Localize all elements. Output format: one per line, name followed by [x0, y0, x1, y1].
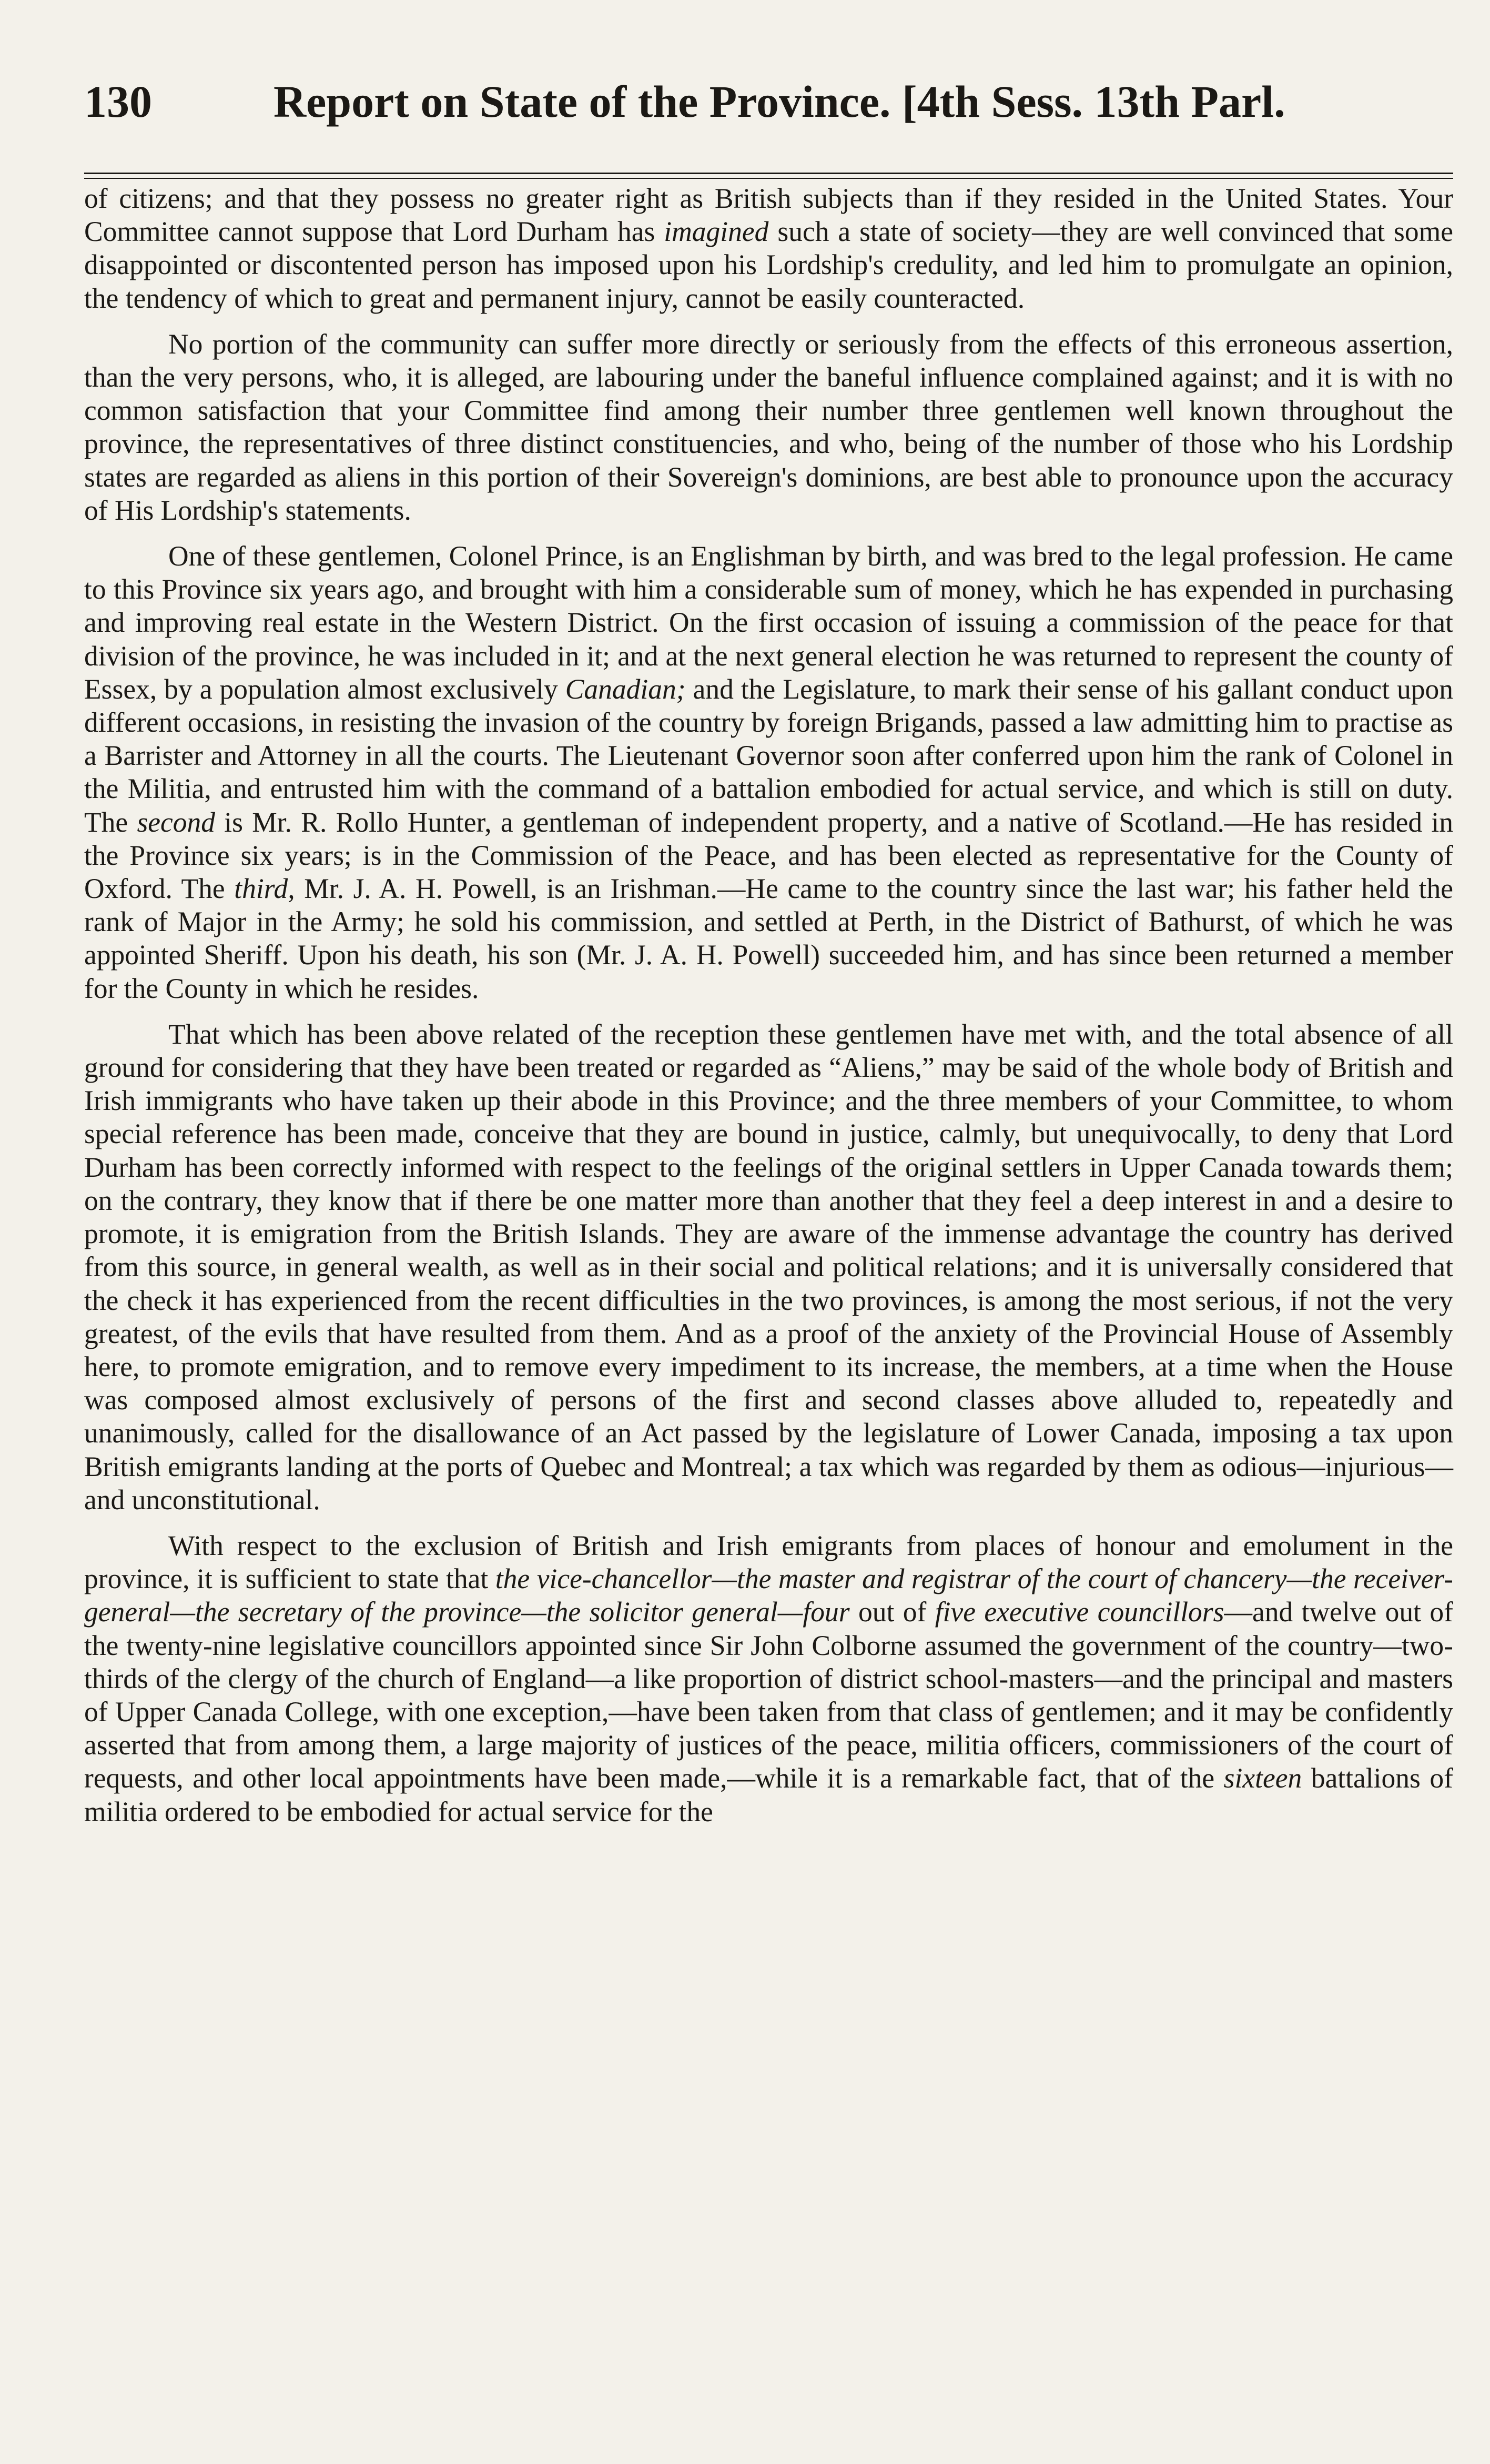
- text-run: That which has been above related of the reception these gentlemen have met with, and the total absence of all ground for considering that they have been treated or regarded as “Aliens,” may be said of the whole body of British and Irish immigrants who have taken up their abode in this Province; and the three members of your Committee, to whom special reference has been made, conceive that they are bound in justice, calmly, but unequivocally, to deny that Lord Durham has been correctly informed with respect to the feelings of the original settlers in Upper Canada towards them; on the contrary, they know that if there be one matter more than another that they feel a deep interest in and a desire to promote, it is emigration from the British Islands. They are aware of the immense advantage the country has derived from this source, in general wealth, as well as in their social and political relations; and it is universally considered that the check it has experienced from the recent difficulties in the two provinces, is among the most serious, if not the very greatest, of the evils that have resulted from them. And as a proof of the anxiety of the Provincial House of Assembly here, to promote emigration, and to remove every impediment to its increase, the members, at a time when the House was composed almost exclusively of persons of the first and second classes above alluded to, repeatedly and unanimously, called for the disallowance of an Act passed by the legislature of Lower Canada, imposing a tax upon British emigrants landing at the ports of Quebec and Montreal; a tax which was regarded by them as odious—injurious—and unconstitutional.: [84, 1018, 1453, 1516]
- italic-run: five executive councillors: [935, 1596, 1224, 1628]
- italic-run: the vice-chancellor—the master and registrar of the court of chancery—the receiver-general—the secretary of the province—the solicitor general—four: [84, 1563, 1453, 1628]
- italic-run: Canadian;: [565, 673, 686, 705]
- paragraph: [84, 540, 1453, 1005]
- italic-run: second: [137, 806, 216, 838]
- text-run: of citizens; and that they possess no greater right as British subjects than if they resided in the United States. Your Committee cannot suppose that Lord Durham has: [84, 183, 1453, 248]
- page-header: [84, 76, 1453, 147]
- text-run: such a state of society—they are well convinced that some disappointed or discontented person has imposed upon his Lordship's credulity, and led him to promulgate an opinion, the tendency of which to great and permanent injury, cannot be easily counteracted.: [84, 216, 1453, 314]
- text-run: —and twelve out of the twenty-nine legislative councillors appointed since Sir John Colborne assumed the government of the country—two-thirds of the clergy of the church of England—a like proportion of district school-masters—and the principal and masters of Upper Canada College, with one exception,—have been taken from that class of gentlemen; and it may be confidently asserted that from among them, a large majority of justices of the peace, militia officers, commissioners of the court of requests, and other local appointments have been made,—while it is a remarkable fact, that of the: [84, 1596, 1453, 1794]
- text-run: is Mr. R. Rollo Hunter, a gentleman of independent property, and a native of Scotland.—He has resided in the Province six years; is in the Commission of the Peace, and has been elected as representative for the County of Oxford. The: [84, 806, 1453, 905]
- paragraph: [84, 182, 1453, 315]
- page-number: 130: [84, 76, 152, 127]
- italic-run: sixteen: [1223, 1762, 1302, 1794]
- header-rule: [84, 173, 1453, 179]
- text-run: One of these gentlemen, Colonel Prince, is an Englishman by birth, and was bred to the legal profession. He came to this Province six years ago, and brought with him a considerable sum of money, which he has expended in purchasing and improving real estate in the Western District. On the first occasion of issuing a commission of the peace for that division of the province, he was included in it; and at the next general election he was returned to represent the county of Essex, by a population almost exclusively: [84, 540, 1453, 705]
- text-run: With respect to the exclusion of British and Irish emigrants from places of honour and emolument in the province, it is sufficient to state that: [84, 1529, 1453, 1595]
- text-run: and the Legislature, to mark their sense of his gallant conduct upon different occasions, in resisting the invasion of the country by foreign Brigands, passed a law admitting him to practise as a Barrister and Attorney in all the courts. The Lieutenant Governor soon after conferred upon him the rank of Colonel in the Militia, and entrusted him with the command of a battalion embodied for actual service, and which is still on duty. The: [84, 673, 1453, 838]
- running-title: Report on State of the Province. [4th Sess. 13th Parl.: [273, 76, 1285, 127]
- text-run: battalions of militia ordered to be embodied for actual service for the: [84, 1762, 1453, 1827]
- text-run: No portion of the community can suffer more directly or seriously from the effects of this erroneous assertion, than the very persons, who, it is alleged, are labouring under the baneful influence complained against; and it is with no common satisfaction that your Committee find among their number three gentlemen well known throughout the province, the representatives of three distinct constituencies, and who, being of the number of those who his Lordship states are regarded as aliens in this portion of their Sovereign's dominions, are best able to pronounce upon the accuracy of His Lordship's statements.: [84, 328, 1453, 526]
- paragraph: [84, 328, 1453, 527]
- body-text: [84, 182, 1453, 1829]
- text-run: Mr. J. A. H. Powell, is an Irishman.—He came to the country since the last war; his father held the rank of Major in the Army; he sold his commission, and settled at Perth, in the District of Bathurst, of which he was appointed Sheriff. Upon his death, his son (Mr. J. A. H. Powell) succeeded him, and has since been returned a member for the County in which he resides.: [84, 873, 1453, 1004]
- italic-run: third,: [234, 873, 295, 905]
- italic-run: imagined: [664, 216, 769, 248]
- paragraph: [84, 1018, 1453, 1517]
- paragraph: [84, 1529, 1453, 1829]
- text-run: out of: [849, 1596, 935, 1628]
